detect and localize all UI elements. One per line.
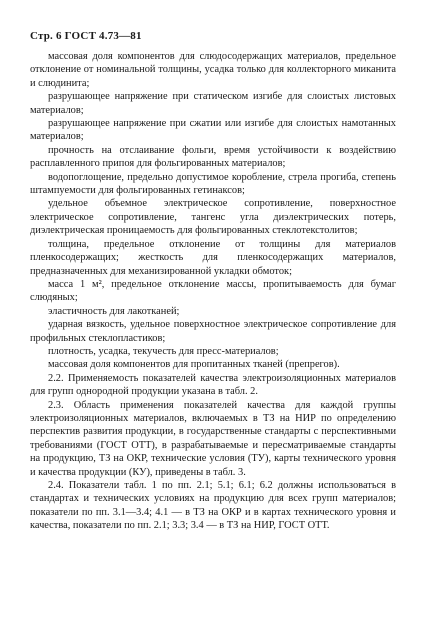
paragraph-section-2-2: 2.2. Применяемость показателей качества электроизоляционных материалов для групп однородной продукции указана в табл. 2. — [30, 372, 396, 398]
paragraph-mass-per-area: масса 1 м², предельное отклонение массы, пропитываемость для бумаг слюдяных; — [30, 278, 396, 304]
paragraph-section-2-3: 2.3. Область применения показателей качества для каждой группы электроизоляционных материалов, включаемых в ТЗ на НИР по определению перспектив развития продукции, в государственные стандарты с перспективными требованиями (ГОСТ ОТТ), в разрабатываемые и пересматриваемые стандарты на продукцию, ТЗ на ОКР, технические условия (ТУ), карты технического уровня и качества продукции (КУ), приведены в табл. 3. — [30, 399, 396, 478]
paragraph-compression: разрушающее напряжение при сжатии или изгибе для слоистых намотанных материалов; — [30, 118, 396, 143]
paragraph-section-2-4: 2.4. Показатели табл. 1 по пп. 2.1; 5.1; 6.1; 6.2 должны использоваться в стандартах и технических условиях на продукцию для всех групп материалов; показатели по пп. 3.1—3.4; 4.1 — в ТЗ на ОКР и в картах технического уровня и качества, показатели по пп. 2.1; 3.3; 3.4 — в ТЗ на НИР, ГОСТ ОТТ. — [30, 480, 396, 532]
paragraph-mica-components: массовая доля компонентов для слюдосодержащих материалов, предельное отклонение от номинальной толщины, усадка только для коллекторного миканита и слюдинита; — [30, 51, 396, 89]
paragraph-elasticity: эластичность для лакотканей; — [48, 305, 180, 317]
paragraph-static-bending: разрушающее напряжение при статическом изгибе для слоистых листовых материалов; — [30, 91, 396, 116]
paragraph-foil-peel: прочность на отслаивание фольги, время устойчивости к воздействию расплавленного припоя для фольгированных материалов; — [30, 144, 396, 170]
paragraph-film-thickness: толщина, предельное отклонение от толщины для материалов пленкосодержащих; жесткость для пленкосодержащих материалов, предназначенных для механизированной укладки обмоток; — [30, 238, 396, 277]
document-body — [30, 50, 396, 533]
paragraph-density: плотность, усадка, текучесть для пресс-материалов; — [48, 345, 279, 357]
paragraph-prepregs: массовая доля компонентов для пропитанных тканей (препрегов). — [48, 359, 340, 371]
paragraph-impact: ударная вязкость, удельное поверхностное электрическое сопротивление для профильных стеклопластиков; — [30, 319, 396, 344]
paragraph-resistivity: удельное объемное электрическое сопротивление, поверхностное электрическое сопротивление, тангенс угла диэлектрических потерь, диэлектрическая проницаемость для фольгированных стеклотекстолитов; — [30, 198, 396, 237]
page-header: Стр. 6 ГОСТ 4.73—81 — [30, 30, 142, 42]
paragraph-water-absorption: водопоглощение, предельно допустимое коробление, стрела прогиба, степень штампуемости для фольгированных гетинаксов; — [30, 171, 396, 197]
